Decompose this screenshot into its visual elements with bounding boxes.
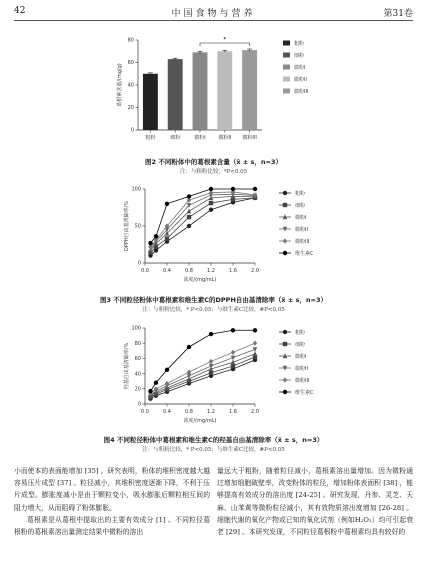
legend-label: 微粉II — [295, 226, 308, 233]
x-tick-label: 0.8 — [185, 268, 193, 274]
bar — [242, 50, 257, 130]
data-point — [231, 328, 235, 332]
data-point — [209, 208, 213, 212]
data-point — [154, 234, 158, 238]
body-left-column — [14, 465, 210, 538]
bar — [143, 74, 158, 130]
legend-label: 维生素C — [295, 250, 314, 257]
figure-4-note: 注：与粗粉比较，* P<0.05；与维生素C比较，#P<0.05 — [142, 447, 285, 453]
x-tick-label: 2.0 — [251, 409, 259, 415]
figure-4-caption: 图4 不同粒径粉体中葛根素和维生素C的羟基自由基清除率（x̄ ± s，n=3） — [103, 436, 324, 444]
y-tick-label: 60 — [127, 60, 134, 67]
x-tick-label: 2.0 — [251, 268, 259, 274]
figure-4-line-chart — [0, 316, 427, 436]
body-paragraph: 葛根素是从葛根中提取出的主要有效成分 [1] 。不同粒径葛根粉的葛根素溶出量测定结果中微粉的溶出 — [14, 515, 210, 537]
data-point — [231, 187, 235, 191]
legend-label: 粗粉 — [295, 190, 306, 197]
data-point — [231, 350, 235, 355]
data-point — [283, 203, 287, 207]
data-point — [283, 342, 287, 346]
data-point — [209, 332, 213, 336]
data-point — [187, 345, 191, 349]
legend-label: 细粉 — [294, 53, 305, 59]
page-number: 42 — [14, 6, 26, 16]
x-tick-label: 0.0 — [141, 409, 149, 415]
legend-swatch — [283, 53, 290, 58]
y-tick-label: 50 — [134, 223, 141, 230]
legend-label: 微粉II — [294, 77, 307, 83]
data-point — [148, 241, 152, 245]
y-tick-label: 20 — [134, 386, 141, 393]
volume-label: 第31卷 — [383, 9, 413, 19]
data-point — [165, 368, 169, 372]
legend-label: 微粉III — [295, 238, 310, 245]
x-axis-label: 浓度/(mg/mL) — [183, 418, 217, 424]
x-tick-label: 1.6 — [229, 268, 237, 274]
y-tick-label: 80 — [127, 37, 134, 44]
x-tick-label: 微粉II — [218, 135, 232, 141]
legend-swatch — [283, 77, 290, 82]
legend-swatch — [283, 89, 290, 94]
data-point — [165, 236, 169, 240]
data-point — [253, 187, 257, 191]
body-paragraph: 小而使本的表面能增加 [35] 。研究表明，粉体的堆积密度越大越容易压片成型 [37] 。粒径减小，其堆积密度逐渐下降，不利于压片成型。膨胀度减小是由于颗粒变小，吸水膨胀后颗粒相互间的阻力增大，从而阻碍了粉体膨胀。 — [14, 467, 210, 512]
x-tick-label: 1.2 — [207, 268, 215, 274]
data-point — [283, 330, 287, 334]
y-tick-label: 100 — [131, 325, 141, 332]
data-point — [283, 390, 287, 394]
data-point — [154, 381, 158, 385]
data-point — [283, 377, 287, 382]
x-axis-label: 浓度/(mg/mL) — [183, 277, 217, 283]
data-point — [209, 371, 213, 375]
legend-label: 微粉I — [294, 65, 306, 71]
figure-3-caption: 图3 不同粒径粉体中葛根素和维生素C的DPPH自由基清除率（x̄ ± s，n=3） — [99, 296, 328, 304]
y-tick-label: 0 — [130, 127, 134, 134]
body-paragraph: 量远大于粗粉，随着粒径减小，葛根素溶出量增加。因为微粉通过增加细胞破壁率，改变粉体的粒径，增加粉体表面积 [38] ，能够提高有效成分的溶出度 [24-25] 。研究发现，丹参、灵芝、天麻、山苯黄等微粉粒径减小，其有效物质溶出度增加 [26-28] 。细胞代谢的氧化产物或已知的氧化试剂（例如H₂O₂）均可引起衰老 [29] 。本研究发现，不同粒径葛根粉中葛根素均具有较好的 — [217, 467, 413, 537]
legend-label: 细粉 — [295, 341, 306, 348]
data-point — [253, 341, 257, 346]
x-tick-label: 1.6 — [229, 409, 237, 415]
y-tick-label: 0 — [137, 260, 141, 267]
y-tick-label: 40 — [127, 82, 134, 89]
y-axis-label: DPPH自由基清除率/% — [124, 200, 130, 252]
legend-label: 粗粉 — [295, 329, 306, 336]
data-point — [187, 224, 191, 228]
data-point — [231, 364, 235, 368]
data-point — [187, 194, 191, 198]
data-point — [165, 202, 169, 206]
x-tick-label: 0.0 — [141, 268, 149, 274]
y-tick-label: 60 — [134, 356, 141, 363]
data-point — [209, 201, 213, 205]
x-tick-label: 细粉 — [170, 135, 181, 141]
significance-bracket — [200, 43, 250, 46]
bar — [168, 59, 183, 130]
journal-title: 中国食物与营养 — [171, 9, 256, 19]
data-point — [209, 359, 213, 364]
x-tick-label: 0.8 — [185, 409, 193, 415]
bar — [193, 52, 208, 130]
x-tick-label: 微粉I — [194, 135, 206, 141]
x-tick-label: 粗粉 — [145, 135, 156, 141]
y-tick-label: 80 — [134, 340, 141, 347]
data-point — [253, 328, 257, 332]
legend-label: 微粉I — [295, 214, 307, 221]
legend-swatch — [283, 65, 290, 70]
legend-label: 粗粉 — [294, 41, 305, 47]
data-point — [283, 238, 287, 243]
data-point — [283, 251, 287, 255]
x-tick-label: 0.4 — [163, 268, 171, 274]
y-tick-label: 100 — [131, 186, 141, 193]
figure-3-line-chart — [0, 177, 427, 295]
figure-2-note: 注：与粗粉比较，*P<0.05 — [179, 169, 248, 175]
legend-label: 微粉III — [295, 377, 310, 384]
significance-marker: * — [223, 37, 227, 43]
y-tick-label: 20 — [127, 105, 134, 112]
data-point — [209, 187, 213, 191]
x-tick-label: 0.4 — [163, 409, 171, 415]
body-right-column — [217, 465, 413, 538]
figure-3-note: 注：与粗粉比较，* P<0.05；与维生素C比较，#P<0.05 — [142, 307, 285, 313]
figure-2-bar-chart — [0, 28, 427, 158]
y-axis-label: 葛根素含量/(mg/g) — [117, 63, 123, 107]
data-point — [148, 389, 152, 393]
y-tick-label: 0 — [137, 401, 141, 408]
legend-swatch — [283, 41, 290, 46]
y-axis-label: 羟基自由基清除率/% — [124, 342, 130, 390]
data-point — [187, 209, 191, 214]
legend-label: 微粉I — [295, 353, 307, 360]
x-tick-label: 微粉III — [242, 135, 257, 141]
figure-2-caption: 图2 不同粉体中的葛根素含量（x̄ ± s，n=3） — [145, 158, 282, 166]
y-tick-label: 40 — [134, 371, 141, 378]
data-point — [209, 364, 213, 369]
legend-label: 维生素C — [295, 389, 314, 396]
x-tick-label: 1.2 — [207, 409, 215, 415]
bar — [217, 51, 232, 130]
legend-label: 微粉II — [295, 365, 308, 372]
data-point — [187, 215, 191, 219]
header-rule — [14, 20, 413, 21]
data-point — [283, 191, 287, 195]
legend-label: 细粉 — [295, 202, 306, 209]
legend-label: 微粉III — [294, 89, 309, 95]
